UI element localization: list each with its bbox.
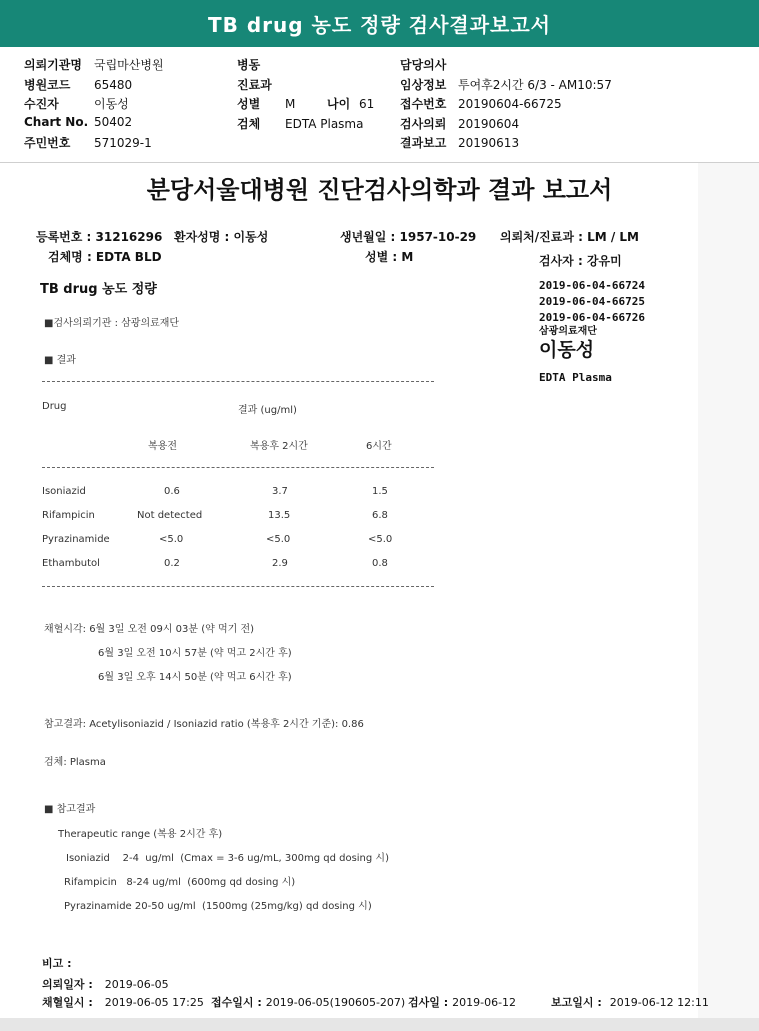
- header-info: [0, 47, 759, 163]
- bottom-strip: [0, 1018, 759, 1031]
- header-row: 병원코드 65480: [24, 78, 133, 92]
- label-patient-name: 이동성: [539, 339, 595, 361]
- table-cell-2h: <5.0: [266, 534, 291, 545]
- requesting-institution: ■검사의뢰기관 : 삼광의료재단: [44, 318, 180, 329]
- table-cell-before: <5.0: [159, 534, 184, 545]
- label-id: 2019-06-04-66724: [539, 279, 645, 292]
- header-row: 성별 M: [237, 97, 296, 111]
- table-cell-drug: Pyrazinamide: [42, 534, 110, 545]
- header-row: Chart No. 50402: [24, 115, 133, 129]
- table-cell-6h: 6.8: [372, 510, 388, 521]
- header-row: 의뢰기관명 국립마산병원: [24, 58, 164, 72]
- table-cell-6h: <5.0: [368, 534, 393, 545]
- divider: [42, 467, 434, 468]
- header-row: 접수번호 20190604-66725: [400, 97, 562, 111]
- unit-label: 결과 (ug/ml): [238, 405, 297, 416]
- column-header-before: 복용전: [148, 441, 177, 452]
- report-date: 보고일시 : 2019-06-12 12:11: [551, 996, 709, 1009]
- specimen-note: 검체: Plasma: [44, 757, 106, 768]
- table-cell-drug: Isoniazid: [42, 486, 86, 497]
- reference-heading: ■ 참고결과: [44, 804, 96, 815]
- test-date: 검사일 : 2019-06-12: [408, 996, 517, 1009]
- table-cell-drug: Ethambutol: [42, 558, 100, 569]
- table-cell-drug: Rifampicin: [42, 510, 95, 521]
- label-id: 2019-06-04-66726: [539, 311, 645, 324]
- requesting-department: 의뢰처/진료과 : LM / LM: [500, 230, 640, 244]
- label-org: 삼광의료재단: [539, 326, 597, 337]
- header-row: 진료과: [237, 78, 272, 92]
- specimen-name: 검체명 : EDTA BLD: [48, 250, 162, 264]
- header-row: 담당의사: [400, 58, 447, 72]
- header-row: 수진자 이동성: [24, 97, 129, 111]
- header-row: 임상정보 투여후2시간 6/3 - AM10:57: [400, 78, 612, 92]
- received-date: 접수일시 : 2019-06-05(190605-207): [211, 996, 406, 1009]
- date-of-birth: 생년월일 : 1957-10-29: [340, 230, 477, 244]
- registration-number: 등록번호 : 31216296: [36, 230, 163, 244]
- report-title: TB drug 농도 정량 검사결과보고서: [208, 13, 551, 37]
- therapeutic-range-row: Isoniazid 2-4 ug/ml (Cmax = 3-6 ug/mL, 300mg qd dosing 시): [66, 853, 389, 864]
- label-id: 2019-06-04-66725: [539, 295, 645, 308]
- table-cell-2h: 13.5: [268, 510, 291, 521]
- header-row: 검사의뢰 20190604: [400, 117, 520, 131]
- label-specimen: EDTA Plasma: [539, 371, 612, 384]
- table-cell-2h: 3.7: [272, 486, 288, 497]
- drug-column-label: Drug: [42, 401, 67, 412]
- divider: [42, 586, 434, 587]
- examiner: 검사자 : 강유미: [539, 254, 622, 268]
- column-header-2h: 복용후 2시간: [250, 441, 308, 452]
- table-cell-2h: 2.9: [272, 558, 288, 569]
- report-heading: 분당서울대병원 진단검사의학과 결과 보고서: [146, 176, 613, 204]
- header-age: 나이 61: [327, 97, 375, 111]
- header-row: 결과보고 20190613: [400, 136, 520, 150]
- report-title-bar: [0, 0, 759, 47]
- header-row: 주민번호 571029-1: [24, 136, 152, 150]
- patient-sex: 성별 : M: [365, 250, 414, 264]
- collection-time: 채혈시각: 6월 3일 오전 09시 03분 (약 먹기 전): [44, 624, 255, 635]
- table-cell-6h: 1.5: [372, 486, 388, 497]
- remark-label: 비고 :: [42, 957, 72, 970]
- therapeutic-range: Therapeutic range (복용 2시간 후): [58, 829, 223, 840]
- test-title: TB drug 농도 정량: [40, 282, 157, 297]
- table-cell-before: 0.2: [164, 558, 180, 569]
- therapeutic-range-row: Pyrazinamide 20-50 ug/ml (1500mg (25mg/kg) qd dosing 시): [64, 901, 372, 912]
- request-date: 의뢰일자 : 2019-06-05: [42, 978, 169, 991]
- header-row: 병동: [237, 58, 261, 72]
- result-heading: ■ 결과: [44, 355, 76, 366]
- table-cell-before: 0.6: [164, 486, 180, 497]
- page-edge: [698, 163, 759, 1018]
- therapeutic-range-row: Rifampicin 8-24 ug/ml (600mg qd dosing 시): [64, 877, 296, 888]
- reference-result: 참고결과: Acetylisoniazid / Isoniazid ratio (복용후 2시간 기준): 0.86: [44, 719, 364, 730]
- table-cell-6h: 0.8: [372, 558, 388, 569]
- patient-name: 환자성명 : 이동성: [174, 230, 269, 244]
- specimen-label: [539, 278, 645, 326]
- collection-time: 6월 3일 오전 10시 57분 (약 먹고 2시간 후): [98, 648, 292, 659]
- divider: [42, 381, 434, 382]
- collection-date: 채혈일시 : 2019-06-05 17:25: [42, 996, 204, 1009]
- column-header-6h: 6시간: [366, 441, 392, 452]
- header-row: 검체 EDTA Plasma: [237, 117, 364, 131]
- collection-time: 6월 3일 오후 14시 50분 (약 먹고 6시간 후): [98, 672, 292, 683]
- table-cell-before: Not detected: [137, 510, 203, 521]
